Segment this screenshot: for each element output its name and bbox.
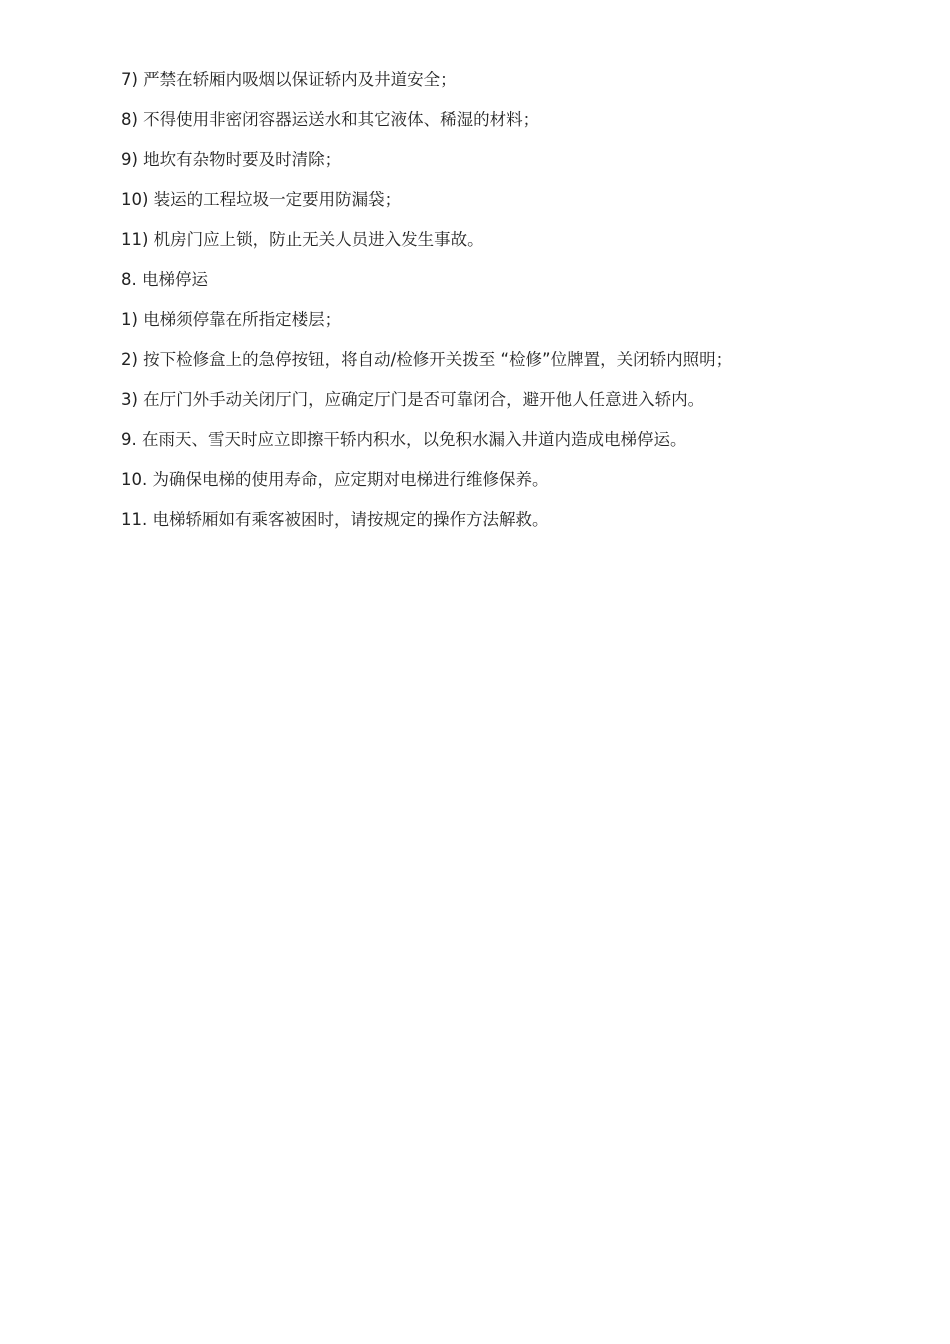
list-item-stop-1: 1) 电梯须停靠在所指定楼层；: [121, 310, 342, 329]
section-item-9: 9. 在雨天、雪天时应立即擦干轿内积水，以免积水漏入井道内造成电梯停运。: [121, 430, 687, 449]
section-heading-elevator-stop: 8. 电梯停运: [121, 270, 208, 289]
list-item-7: 7) 严禁在轿厢内吸烟以保证轿内及井道安全；: [121, 70, 457, 89]
list-item-stop-2: 2) 按下检修盒上的急停按钮，将自动/检修开关拨至 “检修”位牌置，关闭轿内照明；: [121, 350, 733, 369]
section-item-10: 10. 为确保电梯的使用寿命，应定期对电梯进行维修保养。: [121, 470, 549, 489]
document-body: [121, 66, 881, 546]
section-item-11: 11. 电梯轿厢如有乘客被困时，请按规定的操作方法解救。: [121, 510, 549, 529]
list-item-8: 8) 不得使用非密闭容器运送水和其它液体、稀湿的材料；: [121, 110, 540, 129]
list-item-11: 11) 机房门应上锁，防止无关人员进入发生事故。: [121, 230, 484, 249]
list-item-10: 10) 装运的工程垃圾一定要用防漏袋；: [121, 190, 402, 209]
list-item-stop-3: 3) 在厅门外手动关闭厅门，应确定厅门是否可靠闭合，避开他人任意进入轿内。: [121, 390, 705, 409]
list-item-9: 9) 地坎有杂物时要及时清除；: [121, 150, 342, 169]
